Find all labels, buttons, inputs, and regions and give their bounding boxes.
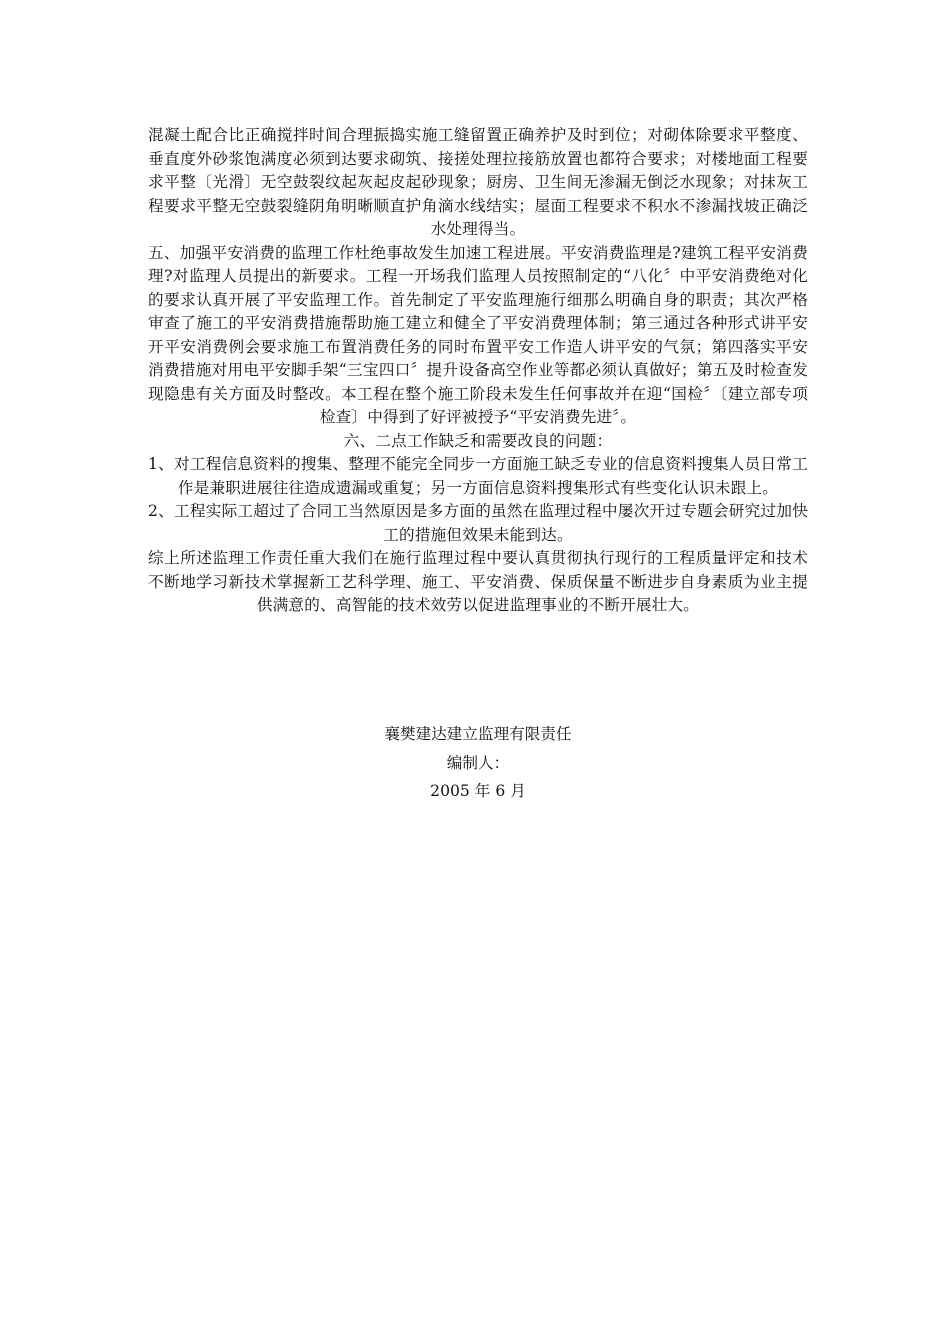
preparer-label: 编制人： <box>446 753 510 772</box>
signature-block <box>148 720 808 806</box>
paragraph-shortcoming-2: 2、工程实际工超过了合同工当然原因是多方面的虽然在监理过程中屡次开过专题会研究过加快工的措施但效果未能到达。 <box>148 502 808 544</box>
paragraph-summary: 综上所述监理工作责任重大我们在施行监理过程中要认真贯彻执行现行的工程质量评定和技术不断地学习新技术掌握新工艺科学理、施工、平安消费、保质保量不断进步自身素质为业主提供满意的、高智能的技术效劳以促进监理事业的不断开展壮大。 <box>148 549 808 614</box>
document-date: 2005 年 6 月 <box>430 782 526 800</box>
paragraph-safety-supervision: 五、加强平安消费的监理工作杜绝事故发生加速工程进展。平安消费监理是?建筑工程平安消费理?对监理人员提出的新要求。工程一开场我们监理人员按照制定的“八化〞中平安消费绝对化的要求认真开展了平安监理工作。首先制定了平安监理施行细那么明确自身的职责；其次严格审查了施工的平安消费措施帮助施工建立和健全了平安消费理体制；第三通过各种形式讲平安开平安消费例会要求施工布置消费任务的同时布置平安工作造人讲平安的气氛；第四落实平安消费措施对用电平安脚手架“三宝四口〞提升设备高空作业等都必须认真做好；第五及时检查发现隐患有关方面及时整改。本工程在整个施工阶段未发生任何事故并在迎“国检〞〔建立部专项检查〕中得到了好评被授予“平安消费先进〞。 <box>148 243 808 426</box>
document-body <box>148 124 808 618</box>
paragraph-concrete-masonry: 混凝土配合比正确搅拌时间合理振捣实施工缝留置正确养护及时到位；对砌体除要求平整度、垂直度外砂浆饱满度必须到达要求砌筑、接搓处理拉接筋放置也都符合要求；对楼地面工程要求平整〔光滑〕无空鼓裂纹起灰起皮起砂现象；厨房、卫生间无渗漏无倒泛水现象；对抹灰工程要求平整无空鼓裂缝阴角明晰顺直护角滴水线结实；屋面工程要求不积水不渗漏找坡正确泛水处理得当。 <box>148 126 808 238</box>
paragraph-shortcoming-1: 1、对工程信息资料的搜集、整理不能完全同步一方面施工缺乏专业的信息资料搜集人员日常工作是兼职进展往往造成遗漏或重复；另一方面信息资料搜集形式有些变化认识未跟上。 <box>148 455 808 497</box>
company-name: 襄樊建达建立监理有限责任 <box>384 725 572 743</box>
section-heading-shortcomings: 六、二点工作缺乏和需要改良的问题： <box>343 431 613 450</box>
